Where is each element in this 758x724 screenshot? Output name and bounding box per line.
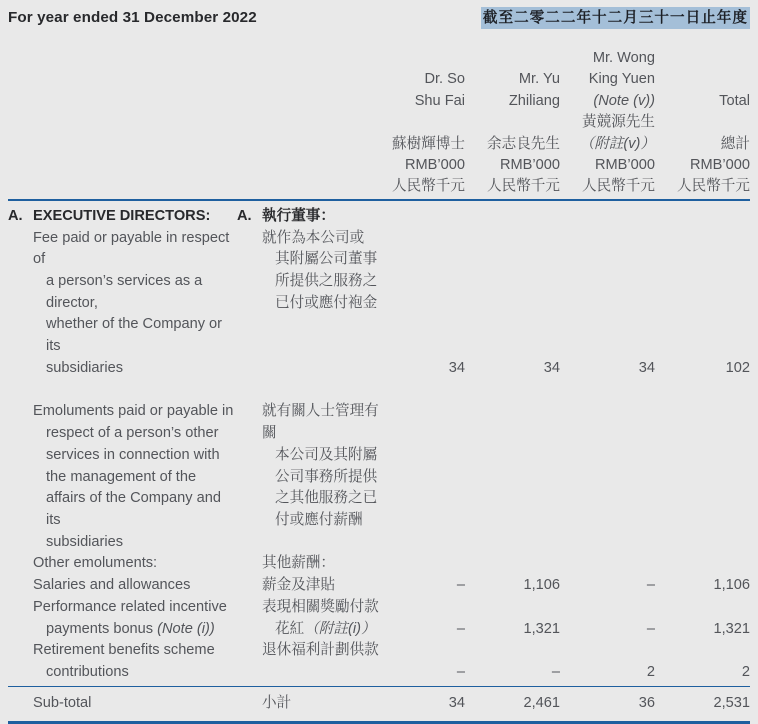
header-cell: 人民幣千元 [487,178,560,195]
period-title-zh-highlighted: 截至二零二二年十二月三十一日止年度 [481,7,750,29]
label-line: 就有關人士管理有關 [262,403,379,442]
label-line: 已付或應付袍金 [275,294,378,311]
value-cell: – [646,620,655,637]
table-block-row [8,228,750,380]
header-cell: RMB’000 [404,157,465,174]
value-cell: 1,321 [523,620,560,637]
label-line: affairs of the Company and its [46,490,221,528]
label-line: 之其他服務之已 [275,490,378,507]
label-line: the management of the [46,468,197,485]
label-line: Fee paid or payable in respect of [33,229,230,268]
value-cell: 34 [638,359,655,376]
row-label-en [8,597,237,640]
header-cell [655,69,750,90]
value-cell: 1,106 [523,577,560,594]
label-line: 就作為本公司或 [262,229,365,246]
table-block-row [8,597,750,640]
header-cell: （附註(v)） [579,135,655,152]
row-label-en [8,575,237,597]
value-cell: 2 [646,663,655,680]
header-cell: Mr. Wong [592,50,655,66]
value-cell [465,552,560,553]
value-cell: 1,321 [713,620,750,637]
section-title-en: EXECUTIVE DIRECTORS: [33,207,211,224]
value-cell: 34 [448,359,465,376]
section-title-zh-cell [237,206,379,228]
subtotal-row [8,687,750,722]
label-line: 付或應付薪酬 [275,511,363,528]
header-cell: Shu Fai [414,92,465,109]
label-line: 表現相關獎勵付款 [262,598,379,615]
header-cell [655,48,750,69]
table-body [8,201,750,684]
period-title-en: For year ended 31 December 2022 [8,9,257,26]
header-row [8,69,750,90]
header-cell [379,48,465,69]
row-label-zh [237,401,379,553]
label-line: 其附屬公司董事 [275,251,378,268]
label-line: a person’s services as a director, [46,272,203,311]
label-line: respect of a person’s other [46,425,219,442]
header-cell: King Yuen [588,71,655,88]
section-letter-en: A. [8,207,23,224]
label-line: 薪金及津貼 [262,577,335,594]
row-label-en [8,228,237,380]
subtotal-value-wong: 36 [638,694,655,711]
header-row [8,48,750,69]
subtotal-label-zh: 小計 [262,694,292,711]
value-cell: – [646,577,655,594]
row-label-zh [237,228,379,380]
row-label-en [8,401,237,553]
value-cell: – [456,620,465,637]
label-line: 本公司及其附屬 [275,446,378,463]
row-label-zh [237,575,379,597]
label-line: Other emoluments: [33,555,158,572]
row-label-en [8,553,237,575]
header-row [8,112,750,133]
header-cell: Mr. Yu [518,71,560,88]
row-label-en [8,640,237,683]
label-line: Performance related incentive [33,598,227,615]
value-cell [379,552,465,553]
label-line: 花紅（附註(i)） [275,620,376,637]
row-label-zh [237,640,379,683]
label-line: 所提供之服務之 [275,272,378,289]
label-line: services in connection with [46,446,220,463]
header-cell [465,48,560,69]
value-cell [560,552,655,553]
label-line: subsidiaries [46,359,124,376]
value-cell: – [551,663,560,680]
value-cell: 1,106 [713,577,750,594]
subtotal-value-yu: 2,461 [523,694,560,711]
header-row [8,134,750,155]
header-cell [465,112,560,133]
header-cell: Zhiliang [508,92,560,109]
label-line: Emoluments paid or payable in [33,403,234,420]
label-line: payments bonus (Note (i)) [46,620,215,637]
subtotal-label-en: Sub-total [33,694,92,711]
section-title-en-cell [8,206,237,228]
label-line: 退休福利計劃供款 [262,642,379,659]
value-cell: – [456,663,465,680]
label-line: Retirement benefits scheme [33,642,215,659]
header-row [8,155,750,176]
header-cell: 黃競源先生 [582,114,655,131]
value-cell [655,552,750,553]
header-cell: 蘇樹輝博士 [392,135,465,152]
table-block-row [8,575,750,597]
header-cell: Total [719,92,750,109]
header-cell [379,112,465,133]
header-cell [655,112,750,133]
header-cell: Dr. So [424,71,465,88]
value-cell: 102 [725,359,750,376]
value-cell: – [456,577,465,594]
row-label-zh [237,597,379,640]
header-cell: 人民幣千元 [582,178,655,195]
section-letter-zh: A. [237,207,252,224]
table-column-headers [8,48,750,198]
label-line: whether of the Company or its [46,316,223,355]
row-label-zh [237,553,379,575]
section-title-zh: 執行董事： [262,207,335,224]
header-row [8,176,750,197]
subtotal-value-total: 2,531 [713,694,750,711]
table-rows [8,228,750,684]
label-line: 公司事務所提供 [275,468,378,485]
header-cell: 人民幣千元 [392,178,465,195]
period-title-bar [8,0,750,29]
header-row [8,91,750,112]
table-block-row [8,553,750,575]
label-line: 其他薪酬： [262,555,335,572]
header-cell: (Note (v)) [593,92,655,109]
section-executive-directors [8,206,750,228]
value-cell: 2 [741,663,750,680]
subtotal-value-so: 34 [448,694,465,711]
header-cell: RMB’000 [499,157,560,174]
header-cell: RMB’000 [594,157,655,174]
label-line: subsidiaries [46,533,124,550]
header-cell: 人民幣千元 [677,178,750,195]
label-line: contributions [46,663,129,680]
header-cell: 余志良先生 [487,135,560,152]
header-cell: 總計 [720,135,750,152]
table-block-row [8,401,750,553]
label-line: Salaries and allowances [33,577,191,594]
header-cell: RMB’000 [689,157,750,174]
table-block-row [8,640,750,683]
value-cell: 34 [543,359,560,376]
